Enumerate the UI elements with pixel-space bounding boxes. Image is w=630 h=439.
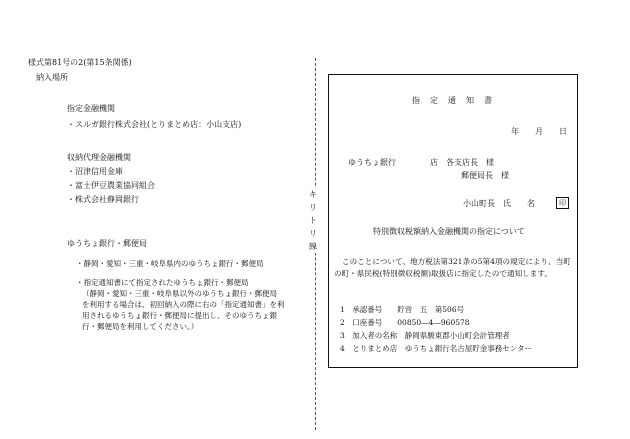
- cut-label-char: キ: [309, 190, 317, 199]
- issuer-name: 小山町長 氏 名: [463, 199, 535, 208]
- notice-title: 指 定 通 知 書: [412, 96, 493, 105]
- designated-bank-label: 指定金融機関: [67, 104, 115, 113]
- yucho-item-line: ・指定通知書にて指定されたゆうちょ銀行・郵便局: [76, 278, 249, 287]
- yucho-item-line: を利用する場合は、初回納入の際に右の「指定通知書」を利: [82, 300, 285, 309]
- notice-item: 2 口座番号 00850―4―960578: [340, 318, 470, 327]
- yucho-item-line: 用されるゆうちょ銀行・郵便局に提出し、そのゆうちょ銀: [82, 311, 277, 320]
- yucho-item-line: （静岡・愛知・三重・岐阜県以外のゆうちょ銀行・郵便局: [82, 289, 277, 298]
- cut-line-label: [306, 188, 320, 253]
- agent-bank-label: 収納代理金融機関: [67, 153, 131, 162]
- agent-bank-item: ・富士伊豆農業協同組合: [67, 181, 155, 190]
- notice-subject: 特別徴収税額納入金融機関の指定について: [373, 227, 525, 236]
- notice-item: 3 加入者の名称 静岡県駿東郡小山町会計管理者: [340, 331, 510, 340]
- yucho-item-line: 行・郵便局を利用してください。）: [82, 322, 199, 331]
- addressee-store: 店 各支店長 様: [430, 158, 494, 167]
- notice-item: 4 とりまとめ店 ゆうちょ銀行名古屋貯金事務センター: [340, 344, 532, 353]
- notice-date: 年 月 日: [511, 127, 567, 136]
- yucho-item-prefecture: ・静岡・愛知・三重・岐阜県内のゆうちょ銀行・郵便局: [76, 259, 264, 268]
- addressee-post: 郵便局長 様: [461, 171, 509, 180]
- cut-label-char: ト: [309, 216, 317, 225]
- cut-label-char: リ: [309, 203, 317, 212]
- yucho-label: ゆうちょ銀行・郵便局: [67, 239, 147, 248]
- notice-body: このことについて、地方税法第321条の5第4項の規定により、当町の町・県民税(特別徴収税額)取扱店に指定したので通知します。: [334, 257, 571, 278]
- designated-bank-item: ・スルガ銀行株式会社(とりまとめ店：小山支店): [67, 120, 242, 129]
- cut-label-char: リ: [309, 229, 317, 238]
- agent-bank-item: ・株式会社静岡銀行: [67, 195, 139, 204]
- cut-label-char: 線: [309, 242, 317, 251]
- form-number: 様式第81号の2(第15条関係): [28, 58, 132, 67]
- agent-bank-item: ・沼津信用金庫: [67, 167, 123, 176]
- notice-item: 1 承認番号 貯営 五 第506号: [340, 305, 465, 314]
- addressee-bank: ゆうちょ銀行: [348, 158, 396, 167]
- seal-mark: 印: [556, 197, 569, 209]
- payment-place-label: 納入場所: [36, 73, 68, 82]
